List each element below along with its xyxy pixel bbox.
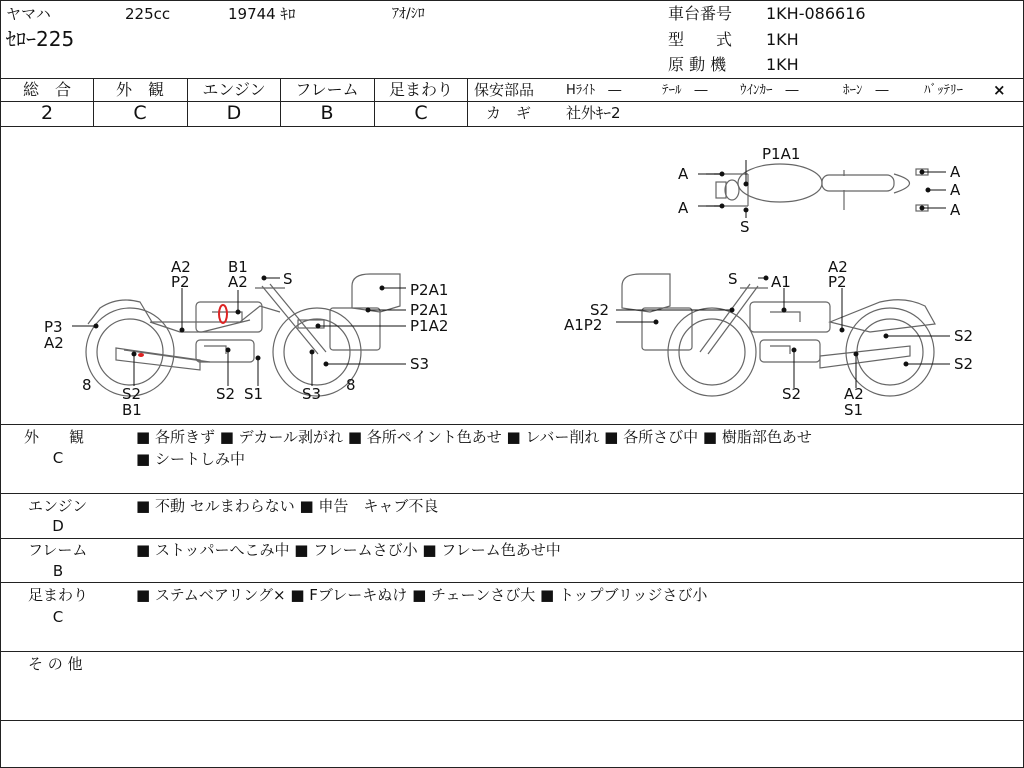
- mark-label: S1: [244, 385, 264, 403]
- grade-header-exterior: 外 観: [115, 80, 164, 99]
- mark-label: P2: [828, 273, 847, 291]
- mark-label: P2A1: [410, 281, 449, 299]
- safety-item-battery: ﾊﾞｯﾃﾘｰ: [924, 83, 963, 98]
- divider: [0, 582, 1024, 583]
- maker: ヤマハ: [6, 5, 51, 23]
- mark-label: A: [950, 163, 961, 181]
- mark-label: A2: [844, 385, 864, 403]
- divider: [0, 651, 1024, 652]
- damage-diagram: [0, 126, 1024, 424]
- mark-label: S1: [844, 401, 864, 419]
- engine-value: 1KH: [766, 55, 799, 74]
- mark-label: A1P2: [564, 316, 603, 334]
- mileage: 19744 ｷﾛ: [228, 5, 296, 23]
- section-line-suspension-1: ■ ステムベアリング× ■ Fブレーキぬけ ■ チェーンさび大 ■ トップブリッジさび小: [136, 586, 708, 604]
- mark-label: 8: [82, 376, 92, 394]
- divider: [0, 424, 1024, 425]
- section-title-engine: エンジン: [28, 497, 88, 515]
- divider: [0, 78, 1024, 79]
- frame-no-value: 1KH-086616: [766, 4, 866, 23]
- grade-header-frame: フレーム: [295, 80, 359, 99]
- frame-no-label: 車台番号: [668, 4, 733, 23]
- mark-label: A1: [771, 273, 791, 291]
- section-title-suspension: 足まわり: [28, 586, 89, 604]
- mark-label: S3: [302, 385, 322, 403]
- mark-label: S2: [782, 385, 802, 403]
- mark-label: S: [283, 270, 293, 288]
- divider: [93, 78, 94, 126]
- safety-item-headlight: Hﾗｲﾄ ―: [566, 83, 622, 98]
- mark-label: P1A1: [762, 145, 801, 163]
- mark-label: A2: [44, 334, 64, 352]
- mark-label: P1A2: [410, 317, 449, 335]
- mark-label: B1: [228, 258, 248, 276]
- mark-label: A: [950, 181, 961, 199]
- mark-label: S2: [122, 385, 142, 403]
- grade-header-engine: エンジン: [202, 80, 266, 99]
- section-grade-frame: B: [52, 562, 64, 580]
- top-view-bike: [706, 164, 928, 211]
- section-line-engine-1: ■ 不動 セルまわらない ■ 申告 キャブ不良: [136, 497, 439, 515]
- section-title-frame: フレーム: [28, 541, 88, 559]
- safety-item-winker: ｳｲﾝｶｰ ―: [740, 83, 799, 98]
- divider: [280, 78, 281, 126]
- section-grade-suspension: C: [52, 608, 64, 626]
- key-label: カ ギ: [486, 104, 532, 122]
- grade-header-suspension: 足まわり: [388, 80, 453, 99]
- section-grade-exterior: C: [52, 449, 64, 467]
- mark-label: S: [728, 270, 738, 288]
- divider: [0, 538, 1024, 539]
- safety-item-tail: ﾃｰﾙ ―: [662, 83, 708, 98]
- mark-label: B1: [122, 401, 142, 419]
- divider: [374, 78, 375, 126]
- grade-value-engine: D: [226, 102, 242, 124]
- grade-header-overall: 総 合: [22, 80, 71, 99]
- divider: [187, 78, 188, 126]
- mark-label: P3: [44, 318, 63, 336]
- section-title-other: そ の 他: [28, 655, 83, 673]
- model-name: ｾﾛｰ225: [6, 27, 75, 51]
- grade-value-frame: B: [320, 102, 334, 124]
- divider: [0, 493, 1024, 494]
- mark-label: A: [678, 165, 689, 183]
- section-line-exterior-1: ■ 各所きず ■ デカール剥がれ ■ 各所ペイント色あせ ■ レバー削れ ■ 各所さび中 ■ 樹脂部色あせ: [136, 428, 812, 446]
- mark-label: P2: [171, 273, 190, 291]
- section-title-exterior: 外 観: [24, 428, 85, 446]
- engine-label: 原 動 機: [668, 55, 727, 74]
- mark-label: A2: [828, 258, 848, 276]
- mark-label: P2A1: [410, 301, 449, 319]
- divider: [467, 78, 468, 126]
- safety-item-horn: ﾎｰﾝ ―: [843, 83, 889, 98]
- mark-label: S: [740, 218, 750, 236]
- mark-label: S3: [410, 355, 430, 373]
- grade-value-overall: 2: [40, 102, 54, 124]
- displacement: 225cc: [125, 5, 171, 23]
- grade-value-suspension: C: [414, 102, 428, 124]
- body-color: ｱｵ/ｼﾛ: [392, 6, 425, 22]
- grade-value-exterior: C: [133, 102, 147, 124]
- type-label: 型 式: [668, 30, 733, 49]
- mark-label: A2: [171, 258, 191, 276]
- type-value: 1KH: [766, 30, 799, 49]
- mark-label: S2: [216, 385, 236, 403]
- divider: [0, 720, 1024, 721]
- damage-mark-red: [219, 305, 227, 323]
- mark-label: S2: [954, 327, 974, 345]
- mark-label: A: [678, 199, 689, 217]
- mark-label: A2: [228, 273, 248, 291]
- mark-label: A: [950, 201, 961, 219]
- key-value: 社外ｷｰ2: [566, 104, 621, 122]
- mark-label: 8: [346, 376, 356, 394]
- mark-label: S2: [954, 355, 974, 373]
- section-line-frame-1: ■ ストッパーへこみ中 ■ フレームさび小 ■ フレーム色あせ中: [136, 541, 561, 559]
- mark-label: S2: [590, 301, 610, 319]
- battery-mark: ×: [993, 81, 1006, 99]
- damage-mark-red: [138, 353, 144, 357]
- divider: [467, 101, 1024, 102]
- section-grade-engine: D: [52, 517, 64, 535]
- safety-label: 保安部品: [474, 81, 535, 99]
- section-line-exterior-2: ■ シートしみ中: [136, 450, 245, 468]
